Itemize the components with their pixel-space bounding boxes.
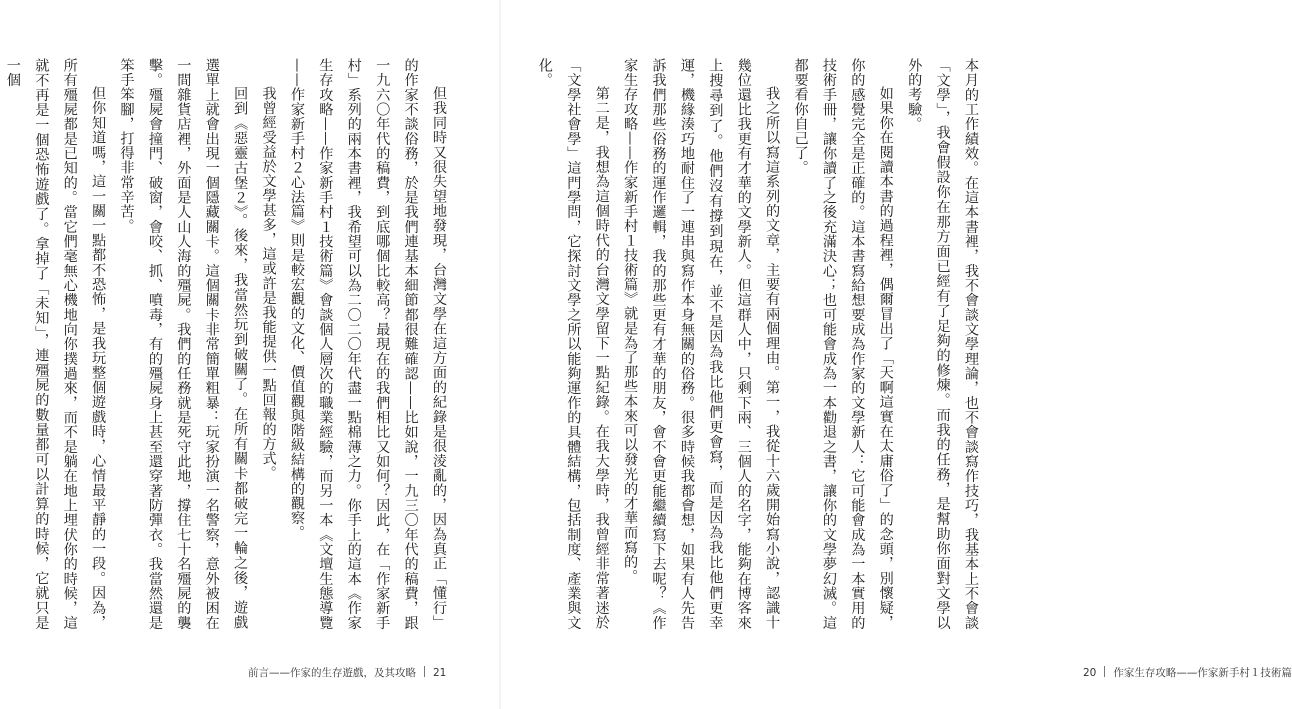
paragraph: 我曾經受益於文學甚多，這或許是我能提供一點回報的方式。 (260, 86, 277, 481)
left-page (0, 0, 500, 709)
paragraph: 回到《惡靈古堡２》。後來，我當然玩到破關了。在所有關卡都破完一輪之後，遊戲選單上就會出現一個隱藏關卡。這個關卡非常簡單粗暴：玩家扮演一名警察，意外被困在一間雜貨店裡，外面是人山人海的殭屍。我們的任務就是死守此地，撐住七十名殭屍的襲擊。殭屍會撞門、破窗，會咬、抓、噴毒，有的殭屍身上甚至還穿著防彈衣。我當然還是笨手笨腳，打得非常辛苦。 (118, 58, 249, 630)
paragraph: 我之所以寫這系列的文章，主要有兩個理由。第一，我從十六歲開始寫小說，認識十幾位還比我更有才華的文學新人。但這群人中，只剩下兩、三個人的名字，能夠在博客來上搜尋到了。他們沒有撐到現在，並不是因為我比他們更會寫，而是因為我比他們更幸運，機緣湊巧地耐住了一連串與寫作本身無關的俗務。很多時候我都會想，如果有人先告訴我們那些俗務的運作邏輯，我的那些更有才華的朋友，會不會更能繼續寫下去呢？《作家生存攻略——作家新手村１技術篇》就是為了那些本來可以發光的才華而寫的。 (622, 58, 781, 630)
running-title: 作家生存攻略——作家新手村１技術篇 (1113, 667, 1292, 679)
paragraph: 但我同時又很失望地發現，台灣文學在這方面的紀錄是很淩亂的，因為真正「懂行」的作家不談俗務，於是我們連基本細節都很難確認——比如說，一九三〇年代的稿費，跟一九六〇年代的稿費，到底哪個比較高？最現在的我們相比又如何？因此，在「作家新手村」系列的兩本書裡，我希望可以為二〇二〇年代盡一點棉薄之力。你手上的這本《作家生存攻略——作家新手村１技術篇》會談個人層次的職業經驗，而另一本《文壇生態導覽——作家新手村２心法篇》則是較宏觀的文化、價值觀與階級結構的觀察。 (288, 58, 447, 630)
footer-divider (1104, 666, 1105, 677)
left-page-footer (248, 665, 446, 680)
paragraph: 但你知道嗎，這一關一點都不恐怖，是我玩整個遊戲時，心情最平靜的一段。因為，所有殭屍都是已知的。當它們毫無心機地向你撲過來，而不是躺在地上埋伏你的時候，這就不再是一個恐怖遊戲了。拿掉了「未知」，連殭屍的數量都可以計算的時候，它就只是一個 (4, 58, 107, 630)
paragraph: 本月的工作績效。在這本書裡，我不會談文學理論，也不會談寫作技巧，我基本上不會談「文學」，我會假設你在那方面已經有了足夠的修煉。而我的任務，是幫助你面對文學以外的考驗。 (906, 58, 979, 630)
right-page-footer (1083, 665, 1292, 680)
left-page-text (4, 58, 453, 630)
paragraph: 如果你在閱讀本書的過程裡，偶爾冒出了「天啊這實在太庸俗了」的念頭，別懷疑，你的感覺完全是正確的。這本書寫給想要成為作家的文學新人：它可能會成為一本實用的技術手冊，讓你讀了之後充滿決心；也可能會成為一本勸退之書，讓你的文學夢幻滅。這都要看你自己了。 (792, 58, 894, 630)
footer-divider (424, 666, 425, 677)
right-page (500, 0, 1292, 709)
running-title: 前言——作家的生存遊戲，及其攻略 (248, 667, 416, 679)
right-page-text (536, 58, 985, 630)
paragraph: 第二是，我想為這個時代的台灣文學留下一點紀錄。在我大學時，我曾經非常著迷於「文學社會學」這門學問，它探討文學之所以能夠運作的具體結構，包括制度、產業與文化。 (536, 58, 610, 630)
page-number: 20 (1083, 667, 1097, 679)
page-number: 21 (433, 667, 447, 679)
